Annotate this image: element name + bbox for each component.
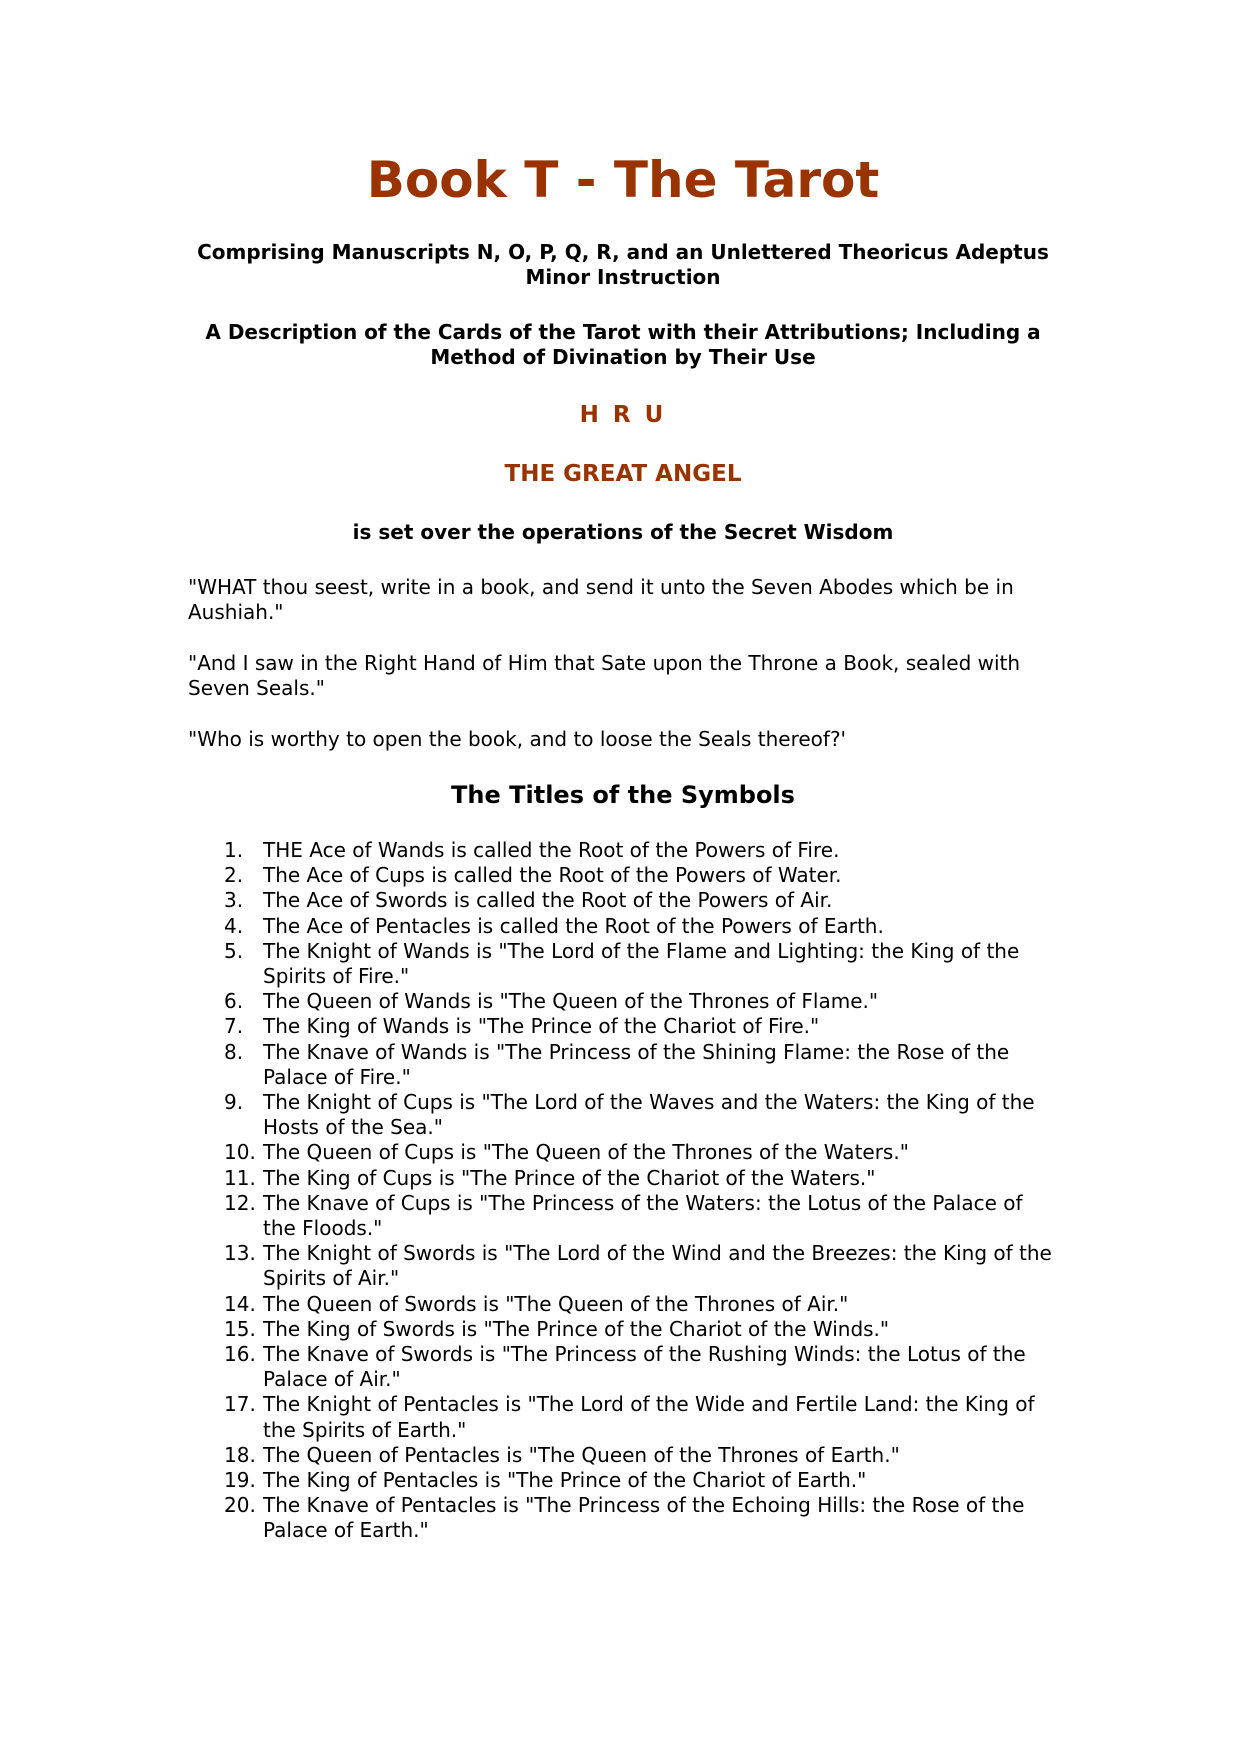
list-item <box>224 1241 1058 1291</box>
list-number: 1. <box>224 838 244 862</box>
list-item <box>224 838 1058 863</box>
list-number: 10. <box>224 1140 256 1165</box>
list-item-text: The King of Swords is "The Prince of the Chariot of the Winds." <box>263 1316 890 1341</box>
list-number: 15. <box>224 1316 256 1341</box>
list-item <box>224 1014 1058 1039</box>
list-item-text: The King of Pentacles is "The Prince of the Chariot of Earth." <box>263 1468 867 1493</box>
list-number: 8. <box>224 1039 244 1064</box>
list-item-text: The Knave of Cups is "The Princess of the Waters: the Lotus of the Palace of the Floods." <box>263 1190 1023 1241</box>
list-item-text: The Knight of Wands is "The Lord of the Flame and Lighting: the King of the Spirits of Fire." <box>263 938 1020 989</box>
list-item <box>224 888 1058 913</box>
list-number: 20. <box>224 1493 256 1518</box>
list-item-text: The Queen of Pentacles is "The Queen of the Thrones of Earth." <box>263 1442 900 1467</box>
subtitle-manuscripts: Comprising Manuscripts N, O, P, Q, R, and an Unlettered Theoricus Adeptus Minor Instruction <box>197 240 1049 289</box>
list-number: 13. <box>224 1241 256 1266</box>
list-item-text: The Ace of Swords is called the Root of the Powers of Air. <box>263 888 833 913</box>
page-title: Book T - The Tarot <box>366 151 880 209</box>
list-number: 3. <box>224 888 244 913</box>
list-item <box>224 1140 1058 1165</box>
list-item <box>224 1090 1058 1140</box>
list-number: 4. <box>224 913 244 938</box>
list-item-text: The King of Wands is "The Prince of the Chariot of Fire." <box>263 1014 820 1039</box>
list-item <box>224 863 1058 888</box>
list-number: 2. <box>224 863 244 888</box>
list-item <box>224 1443 1058 1468</box>
list-item-text: The Queen of Wands is "The Queen of the Thrones of Flame." <box>263 989 879 1014</box>
symbols-section-heading: The Titles of the Symbols <box>451 781 795 809</box>
list-number: 11. <box>224 1165 256 1190</box>
great-angel-heading: THE GREAT ANGEL <box>504 461 742 487</box>
list-item <box>224 989 1058 1014</box>
list-item <box>224 1040 1058 1090</box>
list-item <box>224 1493 1058 1543</box>
list-number: 5. <box>224 938 244 963</box>
list-number: 7. <box>224 1014 244 1039</box>
list-item <box>224 1317 1058 1342</box>
list-item-text: The Ace of Pentacles is called the Root of the Powers of Earth. <box>263 913 884 938</box>
list-number: 19. <box>224 1468 256 1493</box>
symbols-list <box>224 838 1058 1544</box>
quote-paragraph: "Who is worthy to open the book, and to loose the Seals thereof?' <box>188 727 847 751</box>
list-item-text: The Knight of Pentacles is "The Lord of the Wide and Fertile Land: the King of the Spirits of Earth." <box>263 1392 1035 1442</box>
list-number: 17. <box>224 1392 256 1417</box>
list-item-text: The Queen of Swords is "The Queen of the Thrones of Air." <box>263 1291 849 1316</box>
list-number: 14. <box>224 1291 256 1316</box>
secret-wisdom-line: is set over the operations of the Secret Wisdom <box>352 520 894 544</box>
list-item-text: The King of Cups is "The Prince of the Chariot of the Waters." <box>263 1165 876 1190</box>
list-number: 9. <box>224 1090 244 1115</box>
list-item <box>224 939 1058 989</box>
subtitle-description: A Description of the Cards of the Tarot with their Attributions; Including a Method of Divination by Their Use <box>205 320 1041 369</box>
list-number: 16. <box>224 1342 256 1367</box>
list-item-text: The Knave of Pentacles is "The Princess of the Echoing Hills: the Rose of the Palace of Earth." <box>263 1493 1025 1543</box>
list-item-text: The Knight of Cups is "The Lord of the Waves and the Waters: the King of the Hosts of the Sea." <box>263 1090 1035 1140</box>
list-item-text: The Knave of Swords is "The Princess of the Rushing Winds: the Lotus of the Palace of Air." <box>263 1342 1026 1392</box>
quote-paragraph: "And I saw in the Right Hand of Him that Sate upon the Throne a Book, sealed with Seven Seals." <box>188 651 1021 700</box>
list-item-text: The Knave of Wands is "The Princess of the Shining Flame: the Rose of the Palace of Fire." <box>263 1039 1010 1089</box>
list-item <box>224 1342 1058 1392</box>
list-item <box>224 914 1058 939</box>
list-item <box>224 1166 1058 1191</box>
hru-heading: H R U <box>579 402 667 428</box>
list-item <box>224 1191 1058 1241</box>
list-item <box>224 1292 1058 1317</box>
list-item-text: The Knight of Swords is "The Lord of the Wind and the Breezes: the King of the Spirits of Air." <box>263 1241 1052 1291</box>
list-item-text: The Queen of Cups is "The Queen of the Thrones of the Waters." <box>263 1140 909 1165</box>
list-item <box>224 1392 1058 1442</box>
list-item-text: THE Ace of Wands is called the Root of the Powers of Fire. <box>263 838 840 862</box>
list-number: 12. <box>224 1190 256 1215</box>
list-item-text: The Ace of Cups is called the Root of the Powers of Water. <box>263 863 842 888</box>
quote-paragraph: "WHAT thou seest, write in a book, and send it unto the Seven Abodes which be in Aushiah." <box>188 575 1014 624</box>
list-number: 6. <box>224 989 244 1014</box>
list-item <box>224 1468 1058 1493</box>
list-number: 18. <box>224 1442 256 1467</box>
